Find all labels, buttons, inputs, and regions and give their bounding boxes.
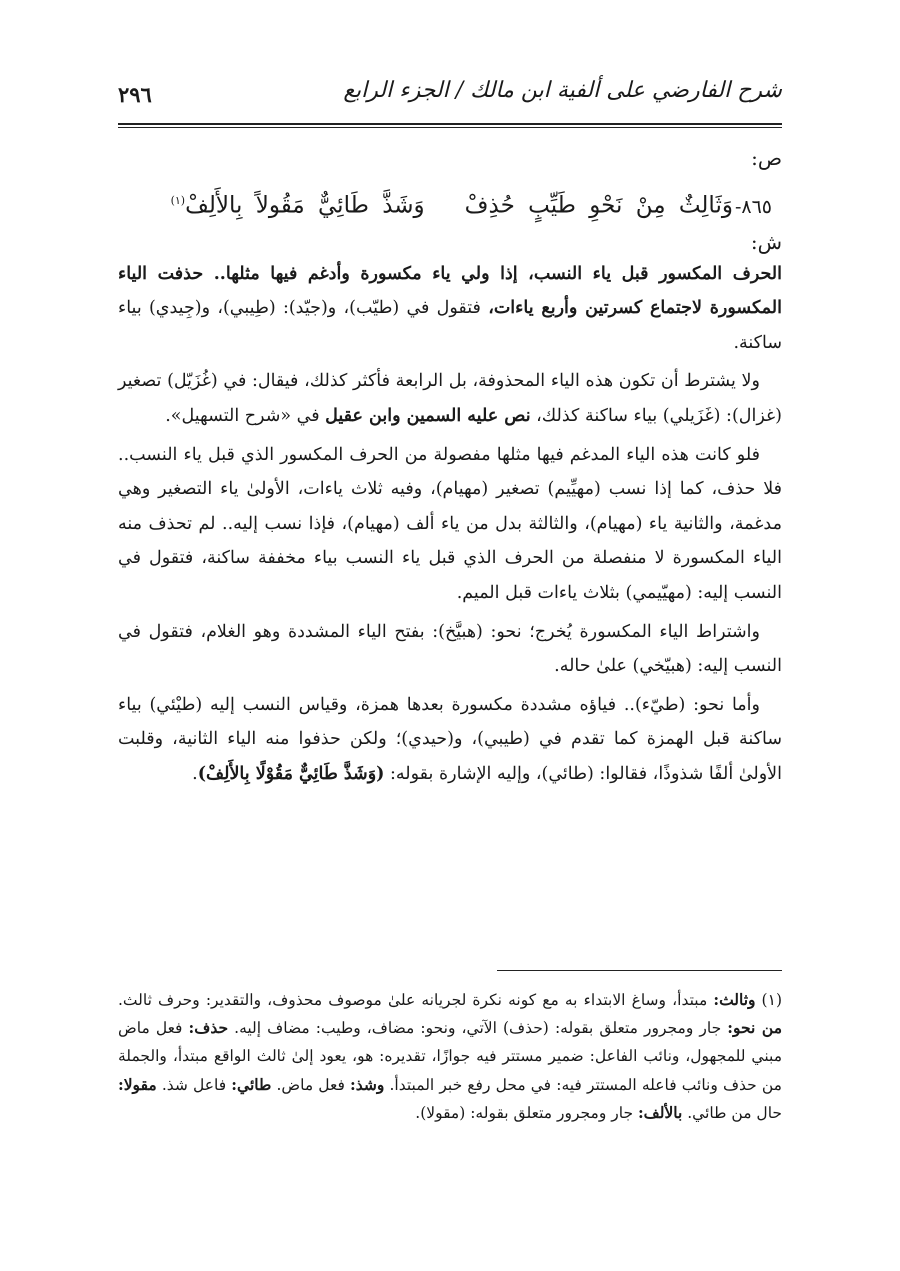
footnote: [118, 986, 782, 1127]
footnote-text-5: فاعل شذ.: [156, 1075, 232, 1094]
paragraph-5-bold: (وَشَذَّ طَائِيٌّ مَقُوْلًا بِالأَلِفْ): [197, 763, 385, 784]
running-title: شرح الفارضي على ألفية ابن مالك / الجزء الرابع: [343, 78, 782, 103]
footnote-text-7: جار ومجرور متعلق بقوله: (مقولا).: [415, 1103, 638, 1122]
footnote-term-5: طائي:: [231, 1074, 272, 1094]
main-text: [118, 143, 782, 796]
paragraph-5-text-a: وأما نحو: (طيّء).. فياؤه مشددة مكسورة بعدها همزة، وقياس النسب إليه (طيْئي) بياء ساكنة قبل الهمزة كما تقدم في (طيبي)، و(حيدي)؛ ولكن حذفوا منه الياء الثانية، وقلبت الأولىٰ ألفًا شذوذًا، فقالوا: (طائي)، وإليه الإشارة بقوله:: [118, 694, 782, 784]
verse-line: [118, 181, 772, 227]
header-rule-secondary: [118, 127, 782, 128]
page-number: ٢٩٦: [118, 82, 152, 107]
footnote-reference: (١): [170, 194, 186, 207]
header-rule: [118, 123, 782, 125]
footnote-text-2: جار ومجرور متعلق بقوله: (حذف) الآتي، ونحو: مضاف، وطيب: مضاف إليه.: [228, 1019, 728, 1038]
footnote-text-6: حال من طائي.: [682, 1103, 782, 1122]
paragraph-5: [118, 688, 782, 792]
page-header: [118, 78, 782, 112]
footnote-term-7: بالألف:: [637, 1102, 683, 1122]
footnote-text-1: مبتدأ، وساغ الابتداء به مع كونه نكرة لجريانه علىٰ موصوف محذوف، والتقدير: وحرف ثالث.: [118, 991, 714, 1009]
paragraph-2: [118, 364, 782, 433]
paragraph-3: فلو كانت هذه الياء المدغم فيها مثلها مفصولة من الحرف المكسور الذي قبل ياء النسب.. فلا حذف، كما إذا نسب (مهيِّيم) تصغير (مهيام)، وفيه ثلاث ياءات، الأولىٰ ياء التصغير وهي مدغمة، والثانية ياء (مهيام)، والثالثة بدل من ياء ألف (مهيام)، فإذا نسب إليه.. لم تحذف منه الياء المكسورة لا منفصلة من الحرف الذي قبل ياء النسب بياء مخففة ساكنة، فتقول في النسب إليه: (مهيّيمي) بثلاث ياءات قبل الميم.: [118, 444, 782, 603]
footnote-text-4: فعل ماض.: [271, 1075, 351, 1094]
footnote-term-1: وثالث:: [713, 990, 756, 1009]
footnote-separator: [497, 970, 782, 971]
footnote-number: (١): [761, 991, 782, 1009]
footnote-term-3: حذف:: [188, 1018, 229, 1038]
verse-first-hemistich: وَثَالِثٌ مِنْ نَحْوِ طَيِّبٍ حُذِفْ: [464, 192, 733, 219]
verse-number: ٨٦٥-: [734, 195, 772, 218]
paragraph-1-text: فتقول في (طيّب)، و(جيّد): (طِيبي)، و(جِيدي) بياء ساكنة.: [118, 298, 782, 353]
paragraph-1-bold: الحرف المكسور قبل ياء النسب، إذا ولي ياء مكسورة وأدغم فيها مثلها.. حذفت الياء المكسورة لاجتماع كسرتين وأربع ياءات،: [118, 263, 782, 319]
paragraph-4: واشتراط الياء المكسورة يُخرج؛ نحو: (هبيَّخ): بفتح الياء المشددة وهو الغلام، فتقول في النسب إليه: (هبيّخي) علىٰ حاله.: [118, 621, 782, 677]
paragraph-2-text-a: ولا يشترط أن تكون هذه الياء المحذوفة، بل الرابعة فأكثر كذلك، فيقال: في (غُزَيّل) تصغير (غزال): (غَزَيلي) بياء ساكنة كذلك،: [118, 371, 782, 427]
footnote-term-2: من نحو:: [727, 1018, 782, 1038]
footnote-text-3: فعل ماض مبني للمجهول، ونائب الفاعل: ضمير مستتر فيه جوازًا، تقديره: هو، يعود إلىٰ ثالث الواقع مبتدأ، والجملة من حذف ونائب فاعله المستتر فيه: في محل رفع خبر المبتدأ.: [118, 1019, 782, 1094]
sad-marker: ص:: [751, 146, 782, 170]
paragraph-2-bold: نص عليه السمين وابن عقيل: [325, 406, 531, 427]
shin-marker: ش:: [750, 229, 782, 254]
footnote-term-6: مقولا:: [118, 1074, 157, 1094]
paragraph-1: [118, 257, 782, 361]
paragraph-5-text-b: .: [192, 763, 198, 784]
footnote-term-4: وشذ:: [350, 1074, 385, 1094]
verse-second-hemistich: وَشَذَّ طَائِيٌّ مَقُولاً بِالأَلِفْ: [185, 192, 425, 219]
paragraph-2-text-b: في «شرح التسهيل».: [165, 406, 326, 427]
